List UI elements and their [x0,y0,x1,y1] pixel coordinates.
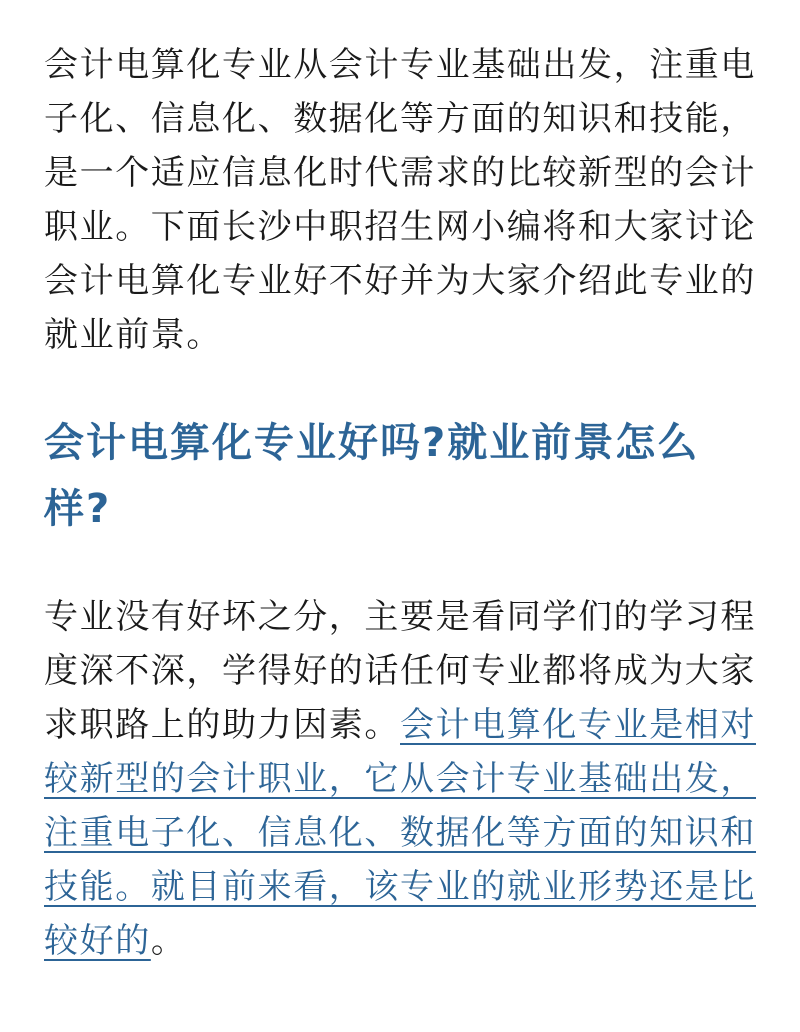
body-link[interactable]: 会计电算化专业是相对较新型的会计职业，它从会计专业基础出发，注重电子化、信息化、数据化等方面的知识和技能。就目前来看，该专业的就业形势还是比较好的 [44,705,756,961]
intro-paragraph: 会计电算化专业从会计专业基础出发，注重电子化、信息化、数据化等方面的知识和技能，是一个适应信息化时代需求的比较新型的会计职业。下面长沙中职招生网小编将和大家讨论会计电算化专业好不好并为大家介绍此专业的就业前景。 [44,45,756,355]
body-text: 专业没有好坏之分，主要是看同学们的学习程度深不深，学得好的话任何专业都将成为大家求职路上的助力因素。 [44,597,756,745]
section-heading: 会计电算化专业好吗?就业前景怎么样? [44,420,700,532]
body-end-punctuation: 。 [150,921,187,961]
article [44,38,756,968]
body-paragraph [44,590,756,968]
